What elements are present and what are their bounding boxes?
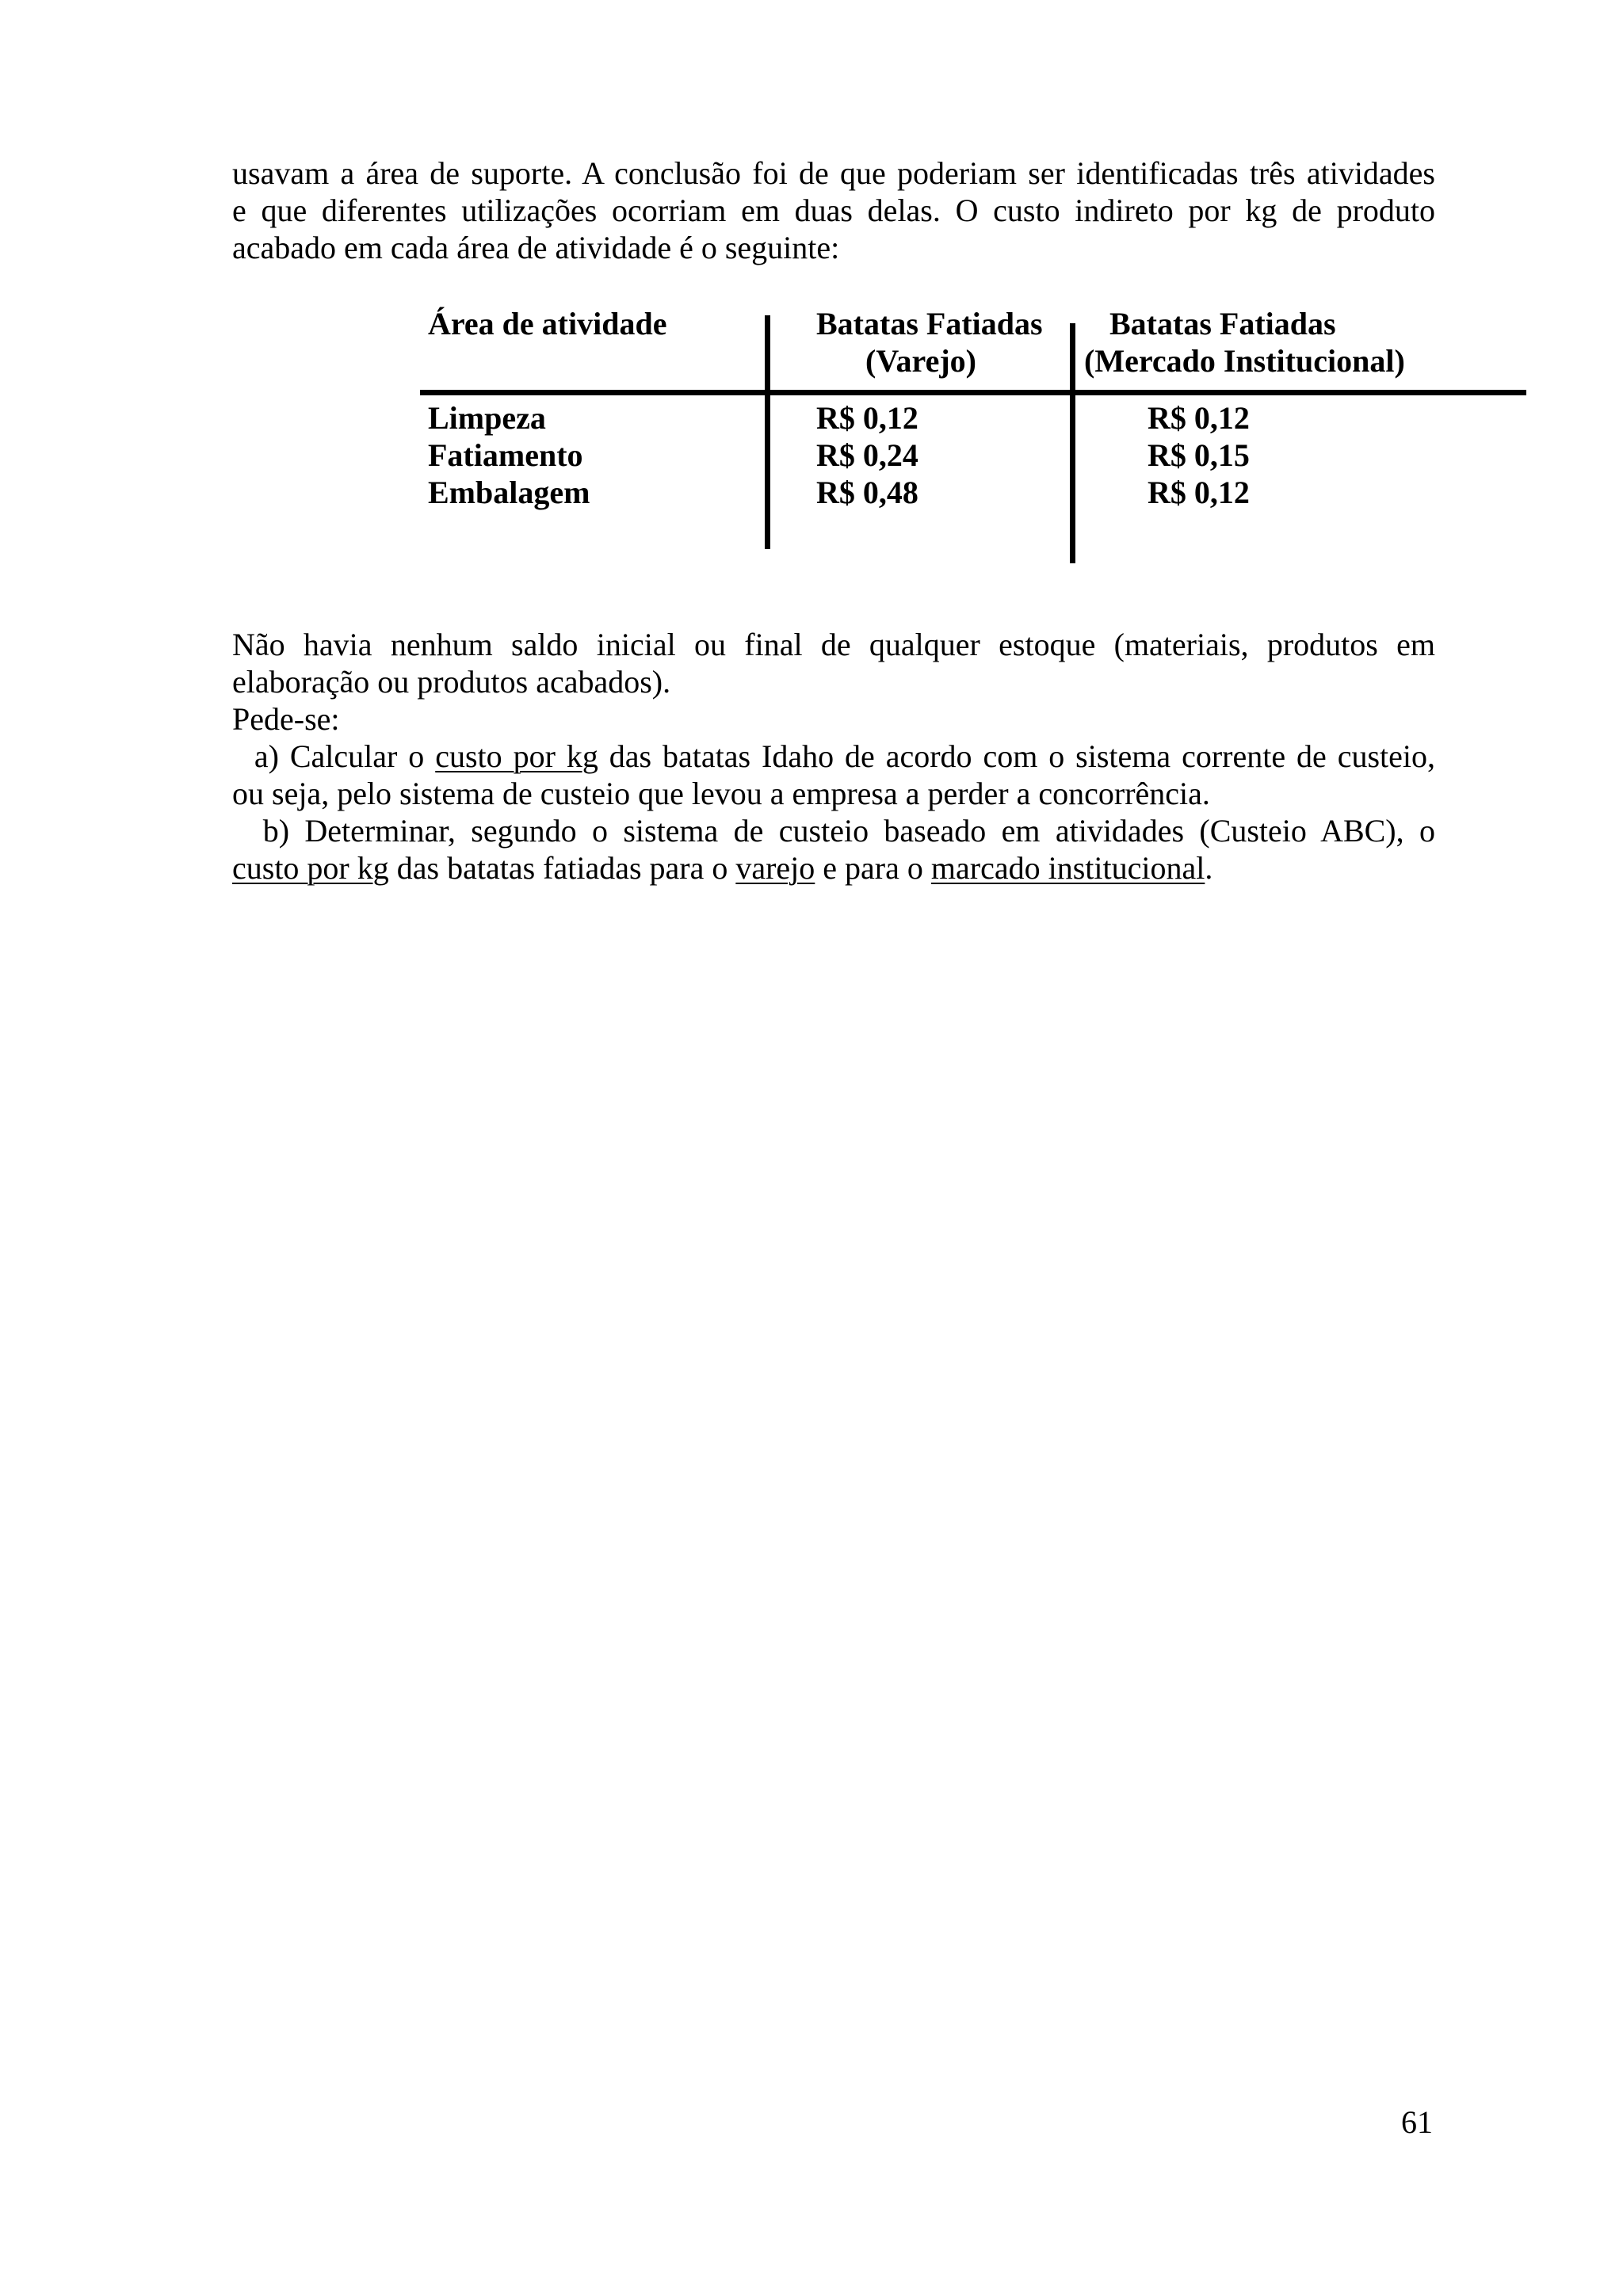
item-b-line: custo por kg das batatas fatiadas para o varejo e para o marcado institucional. (232, 850, 1213, 886)
body-paragraph (232, 626, 1435, 887)
row-area: Fatiamento (428, 437, 583, 473)
page-number: 61 (1401, 2104, 1433, 2140)
underlined-term: custo por kg (435, 738, 598, 774)
row-varejo: R$ 0,48 (816, 475, 918, 510)
row-area: Embalagem (428, 475, 590, 510)
underlined-term: marcado institucional (930, 850, 1205, 886)
body-line: Pede-se: (232, 701, 340, 737)
header-varejo-line1: Batatas Fatiadas (816, 306, 1043, 341)
intro-line: e que diferentes utilizações ocorriam em duas delas. O custo indireto por kg de produto (232, 193, 1435, 228)
row-institucional: R$ 0,12 (1148, 400, 1250, 436)
header-institucional-line1: Batatas Fatiadas (1109, 306, 1336, 341)
header-institucional-line2: (Mercado Institucional) (1084, 343, 1405, 379)
header-rule (420, 390, 1526, 395)
intro-paragraph (232, 154, 1435, 266)
row-institucional: R$ 0,12 (1148, 475, 1250, 510)
body-line: elaboração ou produtos acabados). (232, 664, 671, 700)
intro-line: acabado em cada área de atividade é o seguinte: (232, 230, 840, 265)
item-b-line: b) Determinar, segundo o sistema de custeio baseado em atividades (Custeio ABC), o (262, 813, 1435, 849)
body-line: Não havia nenhum saldo inicial ou final de qualquer estoque (materiais, produtos em (232, 627, 1435, 662)
row-institucional: R$ 0,15 (1148, 437, 1250, 473)
header-varejo-line2: (Varejo) (865, 343, 976, 379)
underlined-term: varejo (735, 850, 815, 886)
intro-line: usavam a área de suporte. A conclusão foi de que poderiam ser identificadas três atividades (232, 155, 1435, 191)
item-a-line: a) Calcular o custo por kg das batatas Idaho de acordo com o sistema corrente de custeio, (254, 738, 1436, 774)
row-varejo: R$ 0,24 (816, 437, 918, 473)
item-a-line: ou seja, pelo sistema de custeio que levou a empresa a perder a concorrência. (232, 776, 1210, 811)
row-varejo: R$ 0,12 (816, 400, 918, 436)
row-area: Limpeza (428, 400, 546, 436)
underlined-term: custo por kg (232, 850, 389, 886)
column-rule-2 (1070, 323, 1075, 563)
column-rule-1 (765, 315, 770, 549)
header-area: Área de atividade (428, 306, 667, 341)
